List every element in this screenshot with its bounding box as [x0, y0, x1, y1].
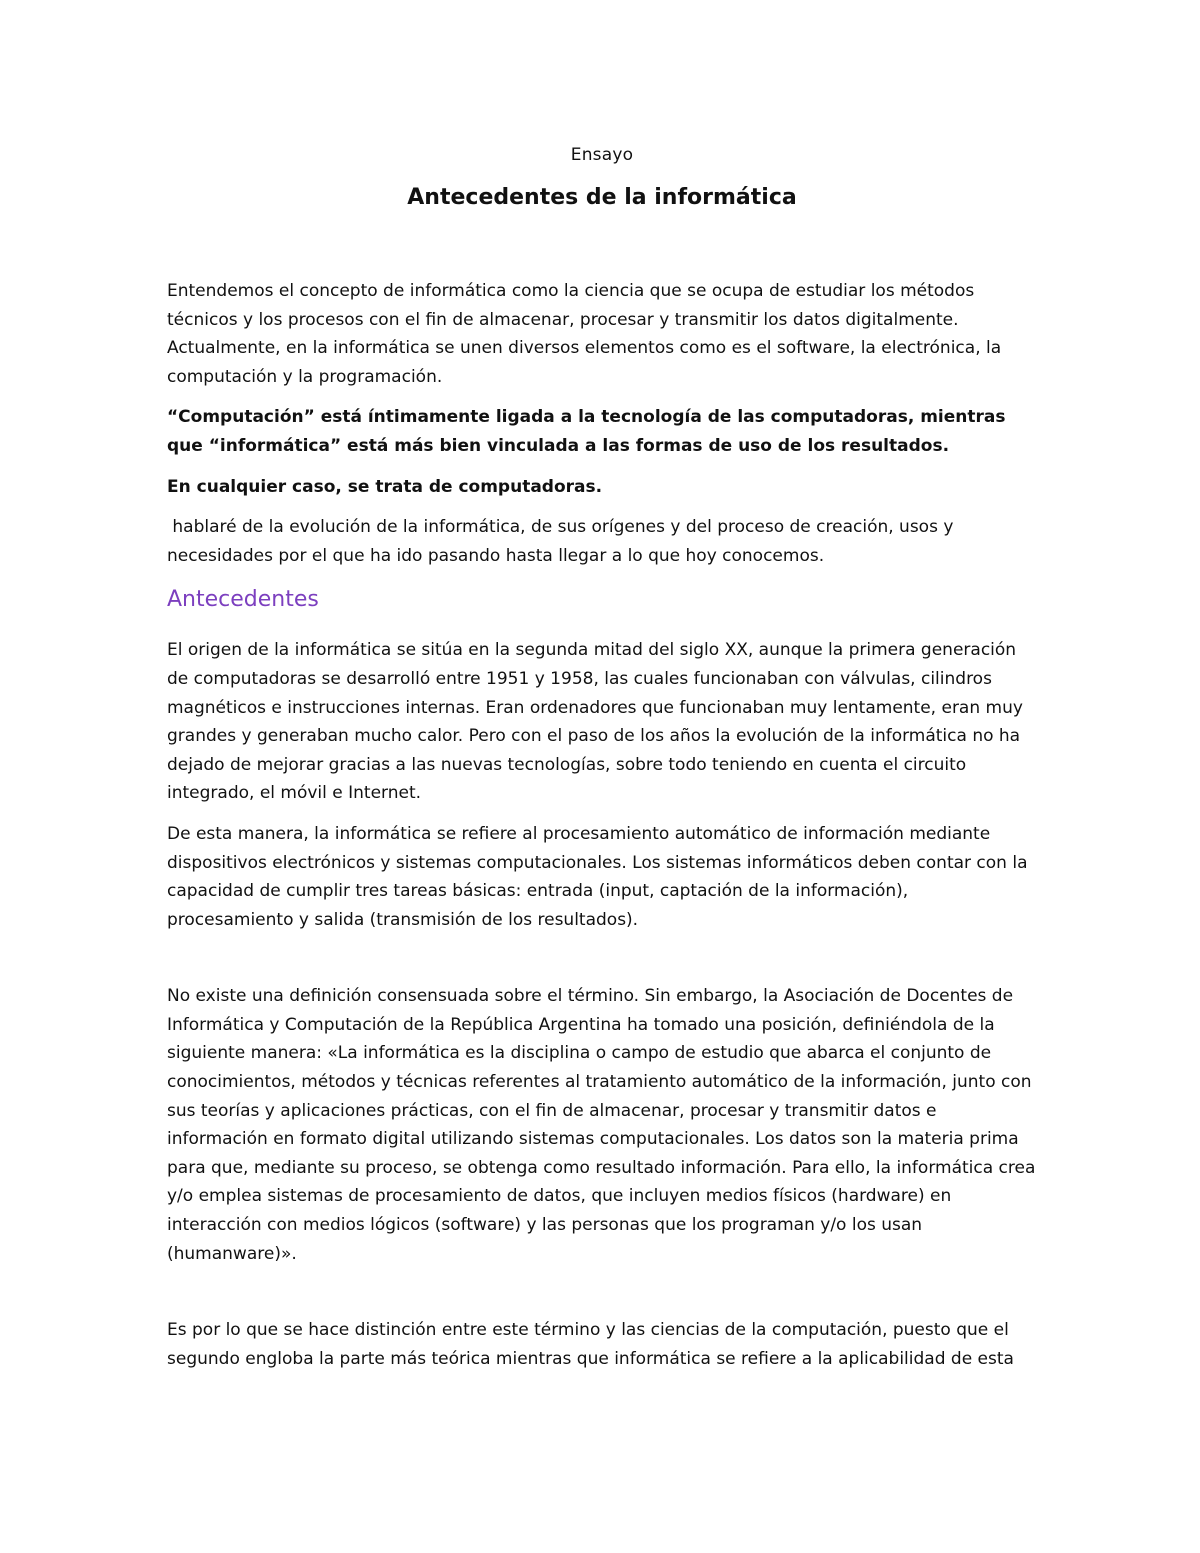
intro-paragraph-1: Entendemos el concepto de informática como la ciencia que se ocupa de estudiar los métodos técnicos y los procesos con el fin de almacenar, procesar y transmitir los datos digitalmente. Actualmente, en la informática se unen diversos elementos como es el software, la electrónica, la computación y la programación.	[167, 281, 1007, 387]
section-paragraph-4: Es por lo que se hace distinción entre este término y las ciencias de la computación, puesto que el segundo engloba la parte más teórica mientras que informática se refiere a la aplicabilidad de esta	[167, 1320, 1015, 1369]
document-title: Antecedentes de la informática	[407, 185, 797, 210]
section-heading: Antecedentes	[167, 587, 319, 613]
document-body	[167, 138, 1041, 1385]
section-paragraph-1: El origen de la informática se sitúa en la segunda mitad del siglo XX, aunque la primera generación de computadoras se desarrolló entre 1951 y 1958, las cuales funcionaban con válvulas, cilindros magnéticos e instrucciones internas. Eran ordenadores que funcionaban muy lentamente, eran muy grandes y generaban mucho calor. Pero con el paso de los años la evolución de la informática no ha dejado de mejorar gracias a las nuevas tecnologías, sobre todo teniendo en cuenta el circuito integrado, el móvil e Internet.	[167, 640, 1029, 804]
section-paragraph-2: De esta manera, la informática se refiere al procesamiento automático de información mediante dispositivos electrónicos y sistemas computacionales. Los sistemas informáticos deben contar con la capacidad de cumplir tres tareas básicas: entrada (input, captación de la información), procesamiento y salida (transmisión de los resultados).	[167, 823, 1033, 930]
section-paragraph-3: No existe una definición consensuada sobre el término. Sin embargo, la Asociación de Docentes de Informática y Computación de la República Argentina ha tomado una posición, definiéndola de la siguiente manera: «La informática es la disciplina o campo de estudio que abarca el conjunto de conocimientos, métodos y técnicas referentes al tratamiento automático de la información, junto con sus teorías y aplicaciones prácticas, con el fin de almacenar, procesar y transmitir datos e información en formato digital utilizando sistemas computacionales. Los datos son la materia prima para que, mediante su proceso, se obtenga como resultado información. Para ello, la informática crea y/o emplea sistemas de procesamiento de datos, que incluyen medios físicos (hardware) en interacción con medios lógicos (software) y las personas que los programan y/o los usan (humanware)».	[167, 986, 1041, 1264]
intro-paragraph-2: “Computación” está íntimamente ligada a la tecnología de las computadoras, mientras que “informática” está más bien vinculada a las formas de uso de los resultados.	[167, 407, 1012, 456]
paragraph-spacer	[167, 1280, 1037, 1316]
intro-paragraph-4: hablaré de la evolución de la informática, de sus orígenes y del proceso de creación, usos y necesidades por el que ha ido pasando hasta llegar a lo que hoy conocemos.	[167, 517, 959, 566]
document-label: Ensayo	[570, 145, 634, 165]
paragraph-spacer	[167, 946, 1037, 982]
intro-paragraph-3: En cualquier caso, se trata de computadoras.	[167, 476, 603, 497]
